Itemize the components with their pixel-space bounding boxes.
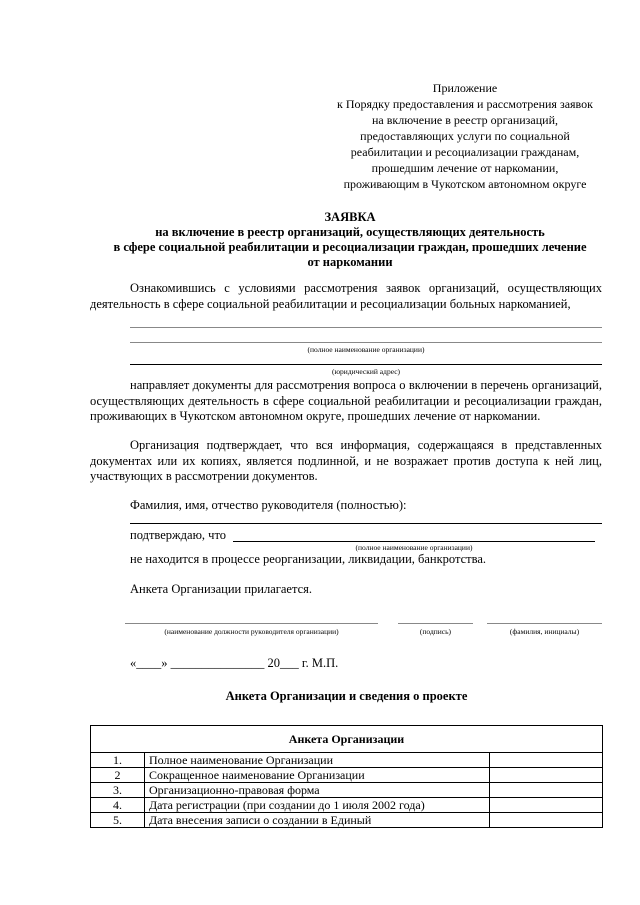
row-label: Дата внесения записи о создании в Единый: [145, 813, 490, 828]
signature-line[interactable]: [398, 623, 473, 624]
row-value-cell[interactable]: [490, 753, 603, 768]
row-number: 1.: [91, 753, 145, 768]
row-value-cell[interactable]: [490, 798, 603, 813]
org-name2-caption: (полное наименование организации): [355, 543, 473, 552]
sends-paragraph: направляет документы для рассмотрения вопроса о включении в перечень организаций, осуществляющих деятельность в сфере социальной реабилитации и ресоциализации граждан, проживающих в Чукотском автономном округе, прошедших лечение от наркомании.: [90, 378, 602, 423]
row-value-cell[interactable]: [490, 768, 603, 783]
title-line: в сфере социальной реабилитации и ресоциализации граждан, прошедших лечение: [113, 240, 587, 254]
position-caption: (наименование должности руководителя организации): [164, 627, 339, 636]
row-label: Дата регистрации (при создании до 1 июля 2002 года): [145, 798, 490, 813]
form-title: Анкета Организации и сведения о проекте: [225, 689, 468, 703]
row-number: 5.: [91, 813, 145, 828]
appendix-line: к Порядку предоставления и рассмотрения заявок: [337, 97, 593, 111]
position-line[interactable]: [125, 623, 378, 624]
not-in-process-text: не находится в процессе реорганизации, ликвидации, банкротства.: [130, 552, 487, 566]
appendix-line: Приложение: [432, 81, 498, 95]
table-row: [91, 798, 603, 813]
row-value-cell[interactable]: [490, 813, 603, 828]
organization-form-table: [90, 725, 603, 828]
table-row: [91, 813, 603, 828]
appendix-line: на включение в реестр организаций,: [371, 113, 559, 127]
initials-line[interactable]: [487, 623, 602, 624]
legal-address-line[interactable]: [130, 364, 602, 365]
confirm-org-line[interactable]: [233, 541, 595, 542]
title-line: ЗАЯВКА: [324, 210, 376, 224]
appendix-line: реабилитации и ресоциализации гражданам,: [350, 145, 580, 159]
table-row: [91, 768, 603, 783]
appendix-header: [320, 80, 610, 192]
org-name-line-1[interactable]: [130, 327, 602, 328]
appendix-line: предоставляющих услуги по социальной: [360, 129, 570, 143]
signature-caption: (подпись): [419, 627, 452, 636]
attached-text: Анкета Организации прилагается.: [130, 582, 313, 596]
row-number: 4.: [91, 798, 145, 813]
table-row: [91, 753, 603, 768]
intro-paragraph: Ознакомившись с условиями рассмотрения заявок организаций, осуществляющих деятельность в сфере социальной реабилитации и ресоциализации больных наркоманией,: [90, 281, 602, 311]
title-line: на включение в реестр организаций, осуществляющих деятельность: [155, 225, 545, 239]
row-label: Сокращенное наименование Организации: [145, 768, 490, 783]
full-name-caption: (полное наименование организации): [307, 345, 425, 354]
row-number: 2: [91, 768, 145, 783]
appendix-line: прошедшим лечение от наркомании,: [371, 161, 559, 175]
head-name-line[interactable]: [130, 523, 602, 524]
table-header: Анкета Организации: [91, 726, 603, 753]
table-header-row: [91, 726, 603, 753]
legal-address-caption: (юридический адрес): [331, 367, 401, 376]
table-row: [91, 783, 603, 798]
row-number: 3.: [91, 783, 145, 798]
confirm-label: подтверждаю, что: [130, 528, 226, 542]
row-value-cell[interactable]: [490, 783, 603, 798]
row-label: Полное наименование Организации: [145, 753, 490, 768]
appendix-line: проживающим в Чукотском автономном округе: [343, 177, 587, 191]
document-title: [90, 210, 610, 270]
initials-caption: (фамилия, инициалы): [509, 627, 580, 636]
org-name-line-2[interactable]: [130, 342, 602, 343]
title-line: от наркомании: [307, 255, 393, 269]
confirms-paragraph: Организация подтверждает, что вся информация, содержащаяся в представленных документах или их копиях, является подлинной, и не возражает против доступа к ней лиц, участвующих в рассмотрении документов.: [90, 438, 602, 483]
row-label: Организационно-правовая форма: [145, 783, 490, 798]
date-stamp-line: «____» _______________ 20___ г. М.П.: [130, 656, 339, 670]
head-name-label: Фамилия, имя, отчество руководителя (полностью):: [130, 498, 407, 512]
